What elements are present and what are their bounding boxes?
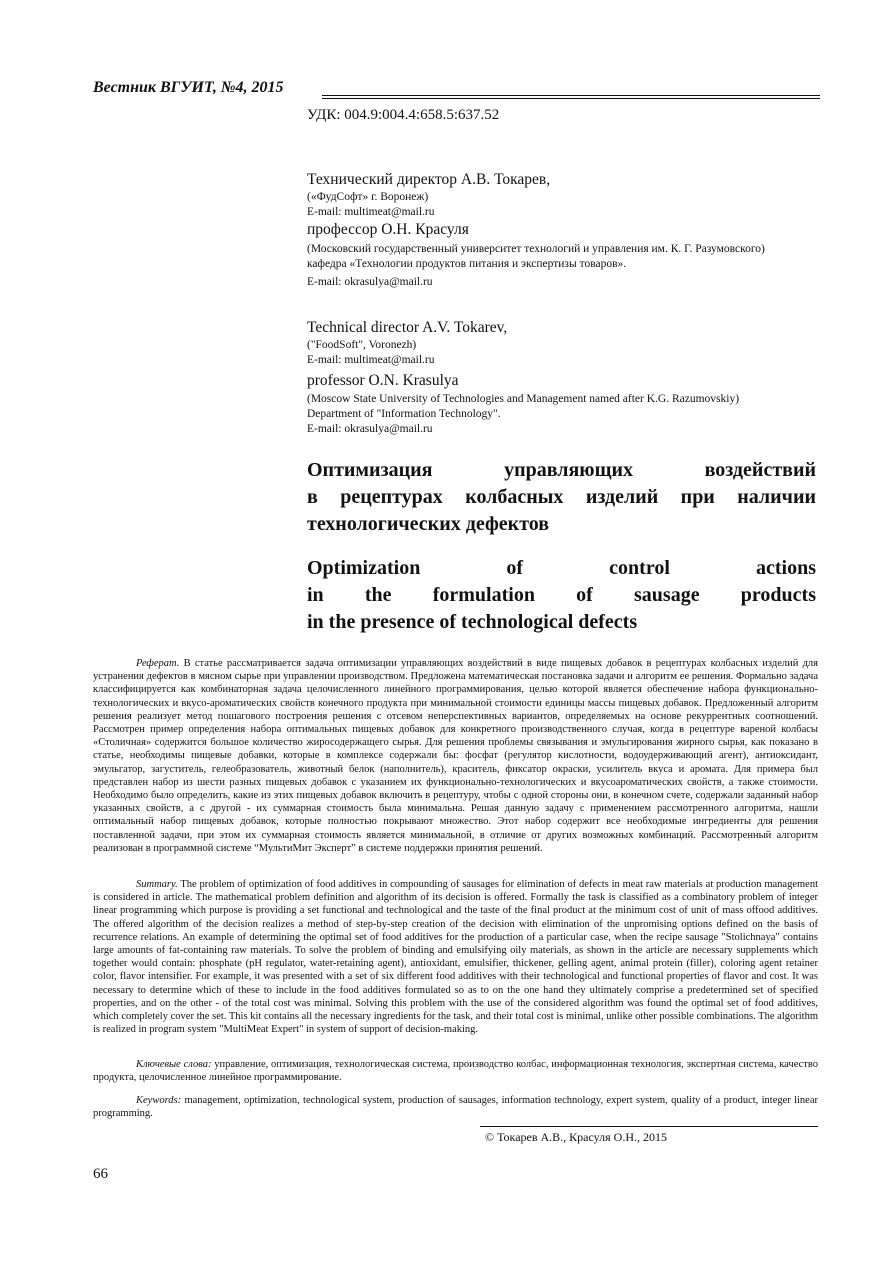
title-line: in the presence of technological defects (307, 611, 638, 633)
abstract-label: Реферат. (136, 658, 180, 669)
author-affiliation: ("FoodSoft", Voronezh) (307, 339, 417, 351)
udc-code: УДК: 004.9:004.4:658.5:637.52 (307, 107, 500, 123)
author-name: professor O.N. Krasulya (307, 372, 459, 389)
title-en (307, 555, 816, 636)
author-block-ru-2 (307, 220, 827, 290)
author-email: E-mail: multimeat@mail.ru (307, 206, 435, 218)
summary-text: The problem of optimization of food additives in compounding of sausages for elimination of defects in meat raw materials at production management is considered in article. The mathematical problem definition and algorithm of its decision is offered. Formally the task is classified as a combinatory problem of integer linear programming which purpose is providing a set functional and technological and the taste of the final product at the minimum cost of unit of mass offood additives. The offered algorithm of the decision realizes a method of step-by-step creation of the decision with elimination of the unpromising options defined on the basis of recurrence relations. An example of determining the optimal set of food additives for the production of a particular case, when the recipe sausage "Stolichnaya" contains large amounts of fat-containing raw materials. To solve the problem of binding and emulsifying oily materials, as shown in the article are necessary supplements which together would contain: phosphate (pH regulator, water-retaining agent), antioxidant, emulsifier, thickener, gelling agent, animal protein (filler), coloring agent retainer color, flavor intensifier. For example, it was presented with a set of six different food additives with their technological and functional properties of flavor and cost. It was necessary to determine which of these to include in the food additives formulated so as to on the one hand they ultimately comprise a predetermined set of specified properties, and on the other - of the total cost was minimal. Solving this problem with the use of the considered algorithm was found the optimal set of food additives, which completely cover the set. This kit contains all the necessary ingredients for the task, and their total cost is minimal, unlike other possible combinations. The algorithm is realized in program system "MultiMeat Expert" in system of support of decision-making. (93, 879, 819, 1036)
keywords-en (93, 1094, 818, 1120)
keywords-label: Ключевые слова: (136, 1059, 212, 1070)
author-name: профессор О.Н. Красуля (307, 221, 469, 238)
author-name: Технический директор А.В. Токарев, (307, 171, 551, 188)
keywords-label: Keywords: (136, 1095, 182, 1106)
author-email: E-mail: okrasulya@mail.ru (307, 423, 433, 435)
title-line: Оптимизация управляющих воздействий (307, 459, 816, 481)
author-affiliation: (Московский государственный университет технологий и управления им. К. Г. Разумовского) (307, 243, 765, 255)
author-block-ru-1 (307, 170, 827, 220)
keywords-text: управление, оптимизация, технологическая система, производство колбас, информационная технология, экспертная система, качество продукта, целочисленное линейное программирование. (93, 1059, 819, 1084)
abstract-en (93, 878, 818, 1036)
title-line: in the formulation of sausage products (307, 584, 816, 606)
copyright-rule (480, 1126, 818, 1127)
title-ru (307, 457, 816, 538)
header-rule (322, 95, 820, 96)
abstract-ru (93, 657, 818, 855)
author-email: E-mail: okrasulya@mail.ru (307, 276, 433, 288)
author-department: Department of "Information Technology". (307, 408, 501, 420)
keywords-ru (93, 1058, 818, 1084)
abstract-text: В статье рассматривается задача оптимизации управляющих воздействий в виде пищевых добавок в рецептурах колбасных изделий для устранения дефектов в мясном сырье при управлении производством. Предложена математическая постановка задачи и алгоритм ее решения. Формально задача классифицируется как комбинаторная задача целочисленного линейного программирования, целью которой является обеспечение набора функционально-технологических и вкусо-ароматических свойств конечного продукта при минимальной стоимости единицы массы пищевых добавок. Предложенный алгоритм решения реализует метод пошагового построения решения с отсевом неперспективных вариантов, определяемых на основе рекуррентных соотношений. Рассмотрен пример определения набора оптимальных пищевых добавок для конкретного производственного случая, когда в рецептуре вареной колбасы «Столичная» содержится большое количество жиросодержащего сырья. Для решения проблемы связывания и эмульгирования жирного сырья, как показано в статье, необходимы пищевые добавки, которые в комплексе содержали бы: фосфат (регулятор кислотности, водоудерживающий агент), антиоксидант, эмульгатор, загуститель, гелеобразователь, животный белок (наполнитель), краситель, фиксатор окраски, усилитель вкуса и аромата. Для примера был представлен набор из шести разных пищевых добавок с указанием их функционально-технологических и вкусоароматических свойств, а также стоимости. Необходимо было определить, какие из этих пищевых добавок включить в рецептуру, чтобы с одной стороны они, в конечном счете, содержали заданный набор указанных свойств, а с другой - их суммарная стоимость была минимальна. Решая данную задачу с применением рассмотренного алгоритма, нашли оптимальный набор пищевых добавок, которые полностью покрывают множество. Этот набор содержит все необходимые ингредиенты для решения поставленной задачи, при этом их суммарная стоимость является минимальной, в отличие от других возможных комбинаций. Рассмотренный алгоритм реализован в программной системе “МультиМит Эксперт” в системе поддержки принятия решений. (93, 658, 818, 854)
author-block-en-2 (307, 371, 827, 437)
journal-title: Вестник ВГУИТ, №4, 2015 (93, 79, 284, 96)
author-department: кафедра «Технологии продуктов питания и экспертизы товаров». (307, 258, 627, 270)
copyright: © Токарев А.В., Красуля О.Н., 2015 (485, 1130, 667, 1144)
author-block-en-1 (307, 318, 827, 368)
author-affiliation: (Moscow State University of Technologies and Management named after K.G. Razumovskiy) (307, 393, 740, 405)
page-number: 66 (93, 1166, 108, 1182)
title-line: Optimization of control actions (307, 557, 816, 579)
keywords-text: management, optimization, technological system, production of sausages, information technology, expert system, quality of a product, integer linear programming. (93, 1095, 818, 1120)
title-line: в рецептурах колбасных изделий при наличии (307, 486, 816, 508)
summary-label: Summary. (136, 879, 178, 890)
title-line: технологических дефектов (307, 513, 550, 535)
author-name: Technical director A.V. Tokarev, (307, 319, 508, 336)
author-email: E-mail: multimeat@mail.ru (307, 354, 435, 366)
header-rule-thin (322, 98, 820, 99)
author-affiliation: («ФудСофт» г. Воронеж) (307, 191, 429, 203)
